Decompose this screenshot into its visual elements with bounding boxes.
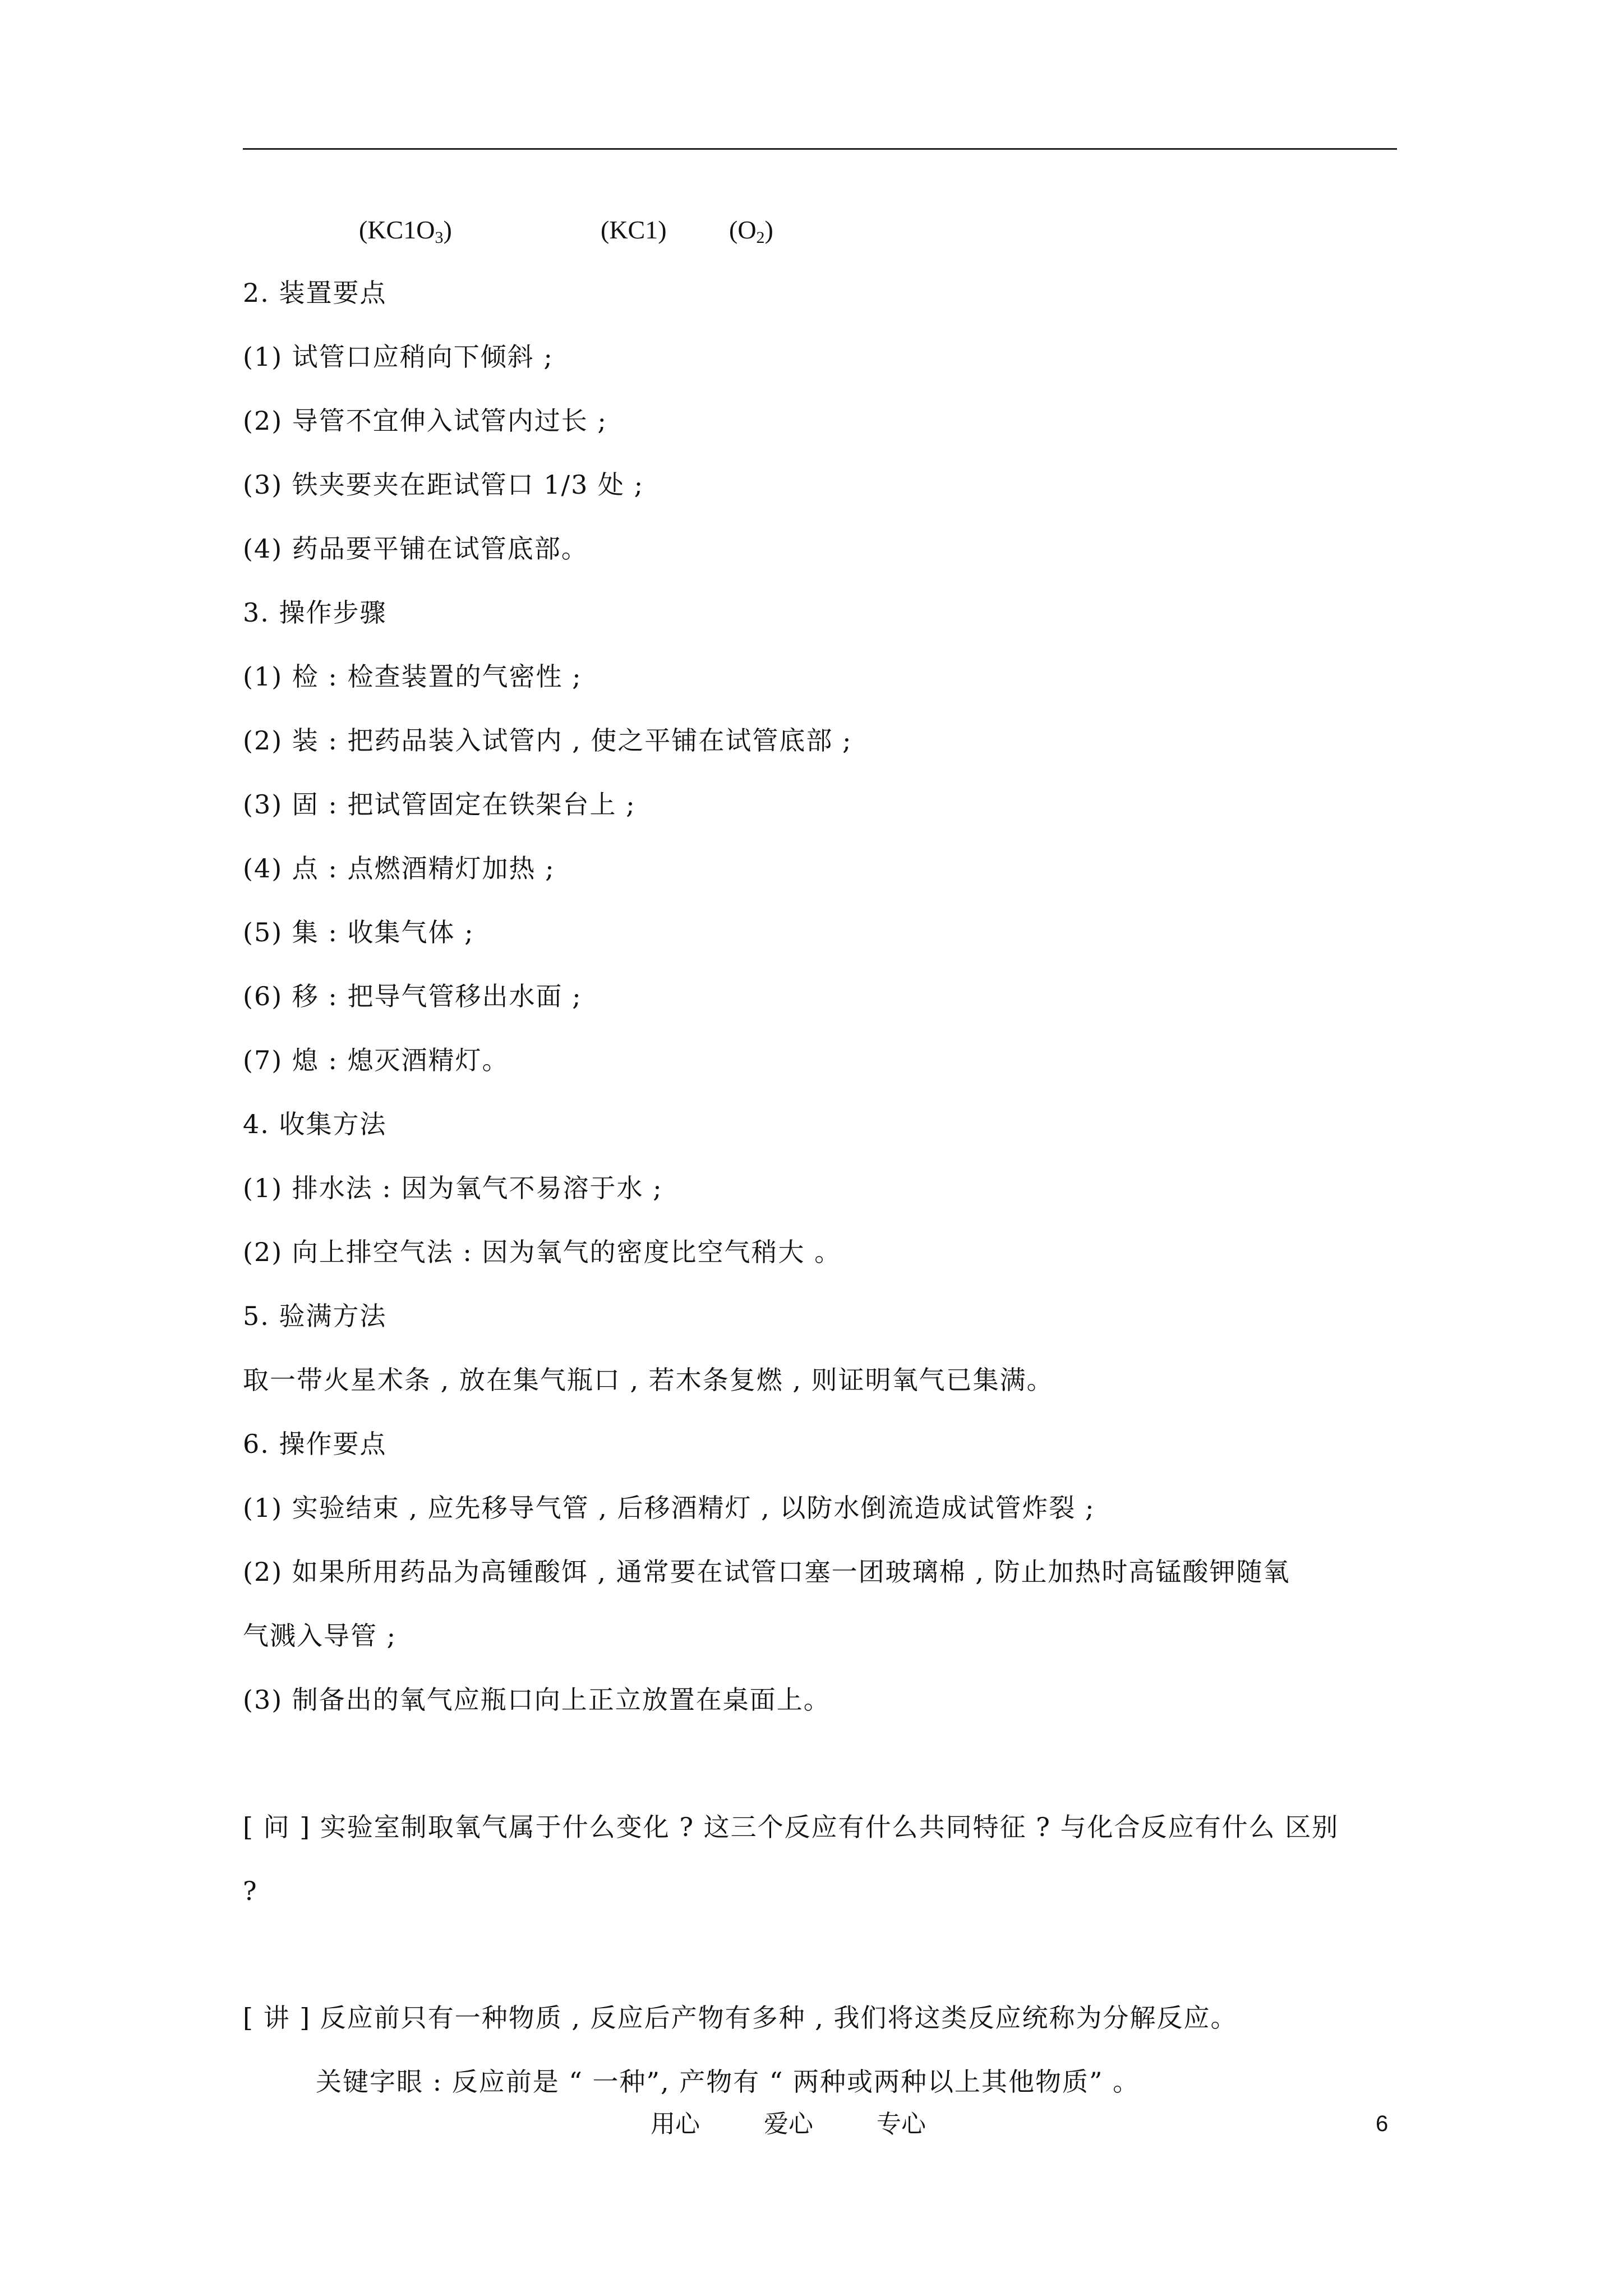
list-item: (2) 向上排空气法 : 因为氧气的密度比空气稍大 。 bbox=[243, 1237, 842, 1267]
list-item: (1) 检 : 检查装置的气密性 ; bbox=[243, 661, 582, 692]
formula-kclo3: $(KC1O_3)$ bbox=[359, 215, 452, 247]
list-item: (4) 点 : 点燃酒精灯加热 ; bbox=[243, 853, 555, 884]
question-paragraph: [ 问 ] 实验室制取氧气属于什么变化 ? 这三个反应有什么共同特征 ? 与化合反应有什么 区别 bbox=[243, 1812, 1339, 1842]
list-item: (5) 集 : 收集气体 ; bbox=[243, 917, 474, 947]
paragraph: 取一带火星术条 , 放在集气瓶口 , 若木条复燃 , 则证明氧气已集满。 bbox=[243, 1365, 1054, 1395]
footer-word: 爱心 bbox=[764, 2110, 813, 2138]
list-item: (7) 熄 : 熄灭酒精灯。 bbox=[243, 1045, 509, 1075]
list-item: (3) 制备出的氧气应瓶口向上正立放置在桌面上。 bbox=[243, 1685, 831, 1715]
keyword-note: 关键字眼 : 反应前是 “ 一种”, 产物有 “ 两种或两种以上其他物质” 。 bbox=[316, 2067, 1140, 2097]
footer-word: 用心 bbox=[651, 2110, 700, 2138]
list-item: (1) 实验结束 , 应先移导气管 , 后移酒精灯 , 以防水倒流造成试管炸裂 ; bbox=[243, 1493, 1095, 1523]
list-item: (1) 试管口应稍向下倾斜 ; bbox=[243, 342, 554, 372]
list-item: (2) 如果所用药品为高锺酸饵 , 通常要在试管口塞一团玻璃棉 , 防止加热时高锰酸钾随氧 bbox=[243, 1557, 1290, 1587]
formula-o2: $(O_2)$ bbox=[729, 215, 773, 247]
list-item: (1) 排水法 : 因为氧气不易溶于水 ; bbox=[243, 1173, 663, 1203]
heading-operation-points: 6. 操作要点 bbox=[243, 1429, 387, 1459]
list-item: (3) 铁夹要夹在距试管口 1/3 处 ; bbox=[243, 470, 644, 500]
list-item: (2) 导管不宜伸入试管内过长 ; bbox=[243, 406, 607, 436]
list-item-continuation: 气溅入导管 ; bbox=[243, 1621, 397, 1651]
heading-apparatus-points: 2. 装置要点 bbox=[243, 278, 387, 308]
list-item: (6) 移 : 把导气管移出水面 ; bbox=[243, 981, 582, 1011]
heading-full-check: 5. 验满方法 bbox=[243, 1301, 387, 1331]
formula-kcl: (KC1) bbox=[601, 215, 667, 244]
list-item: (4) 药品要平铺在试管底部。 bbox=[243, 533, 588, 564]
header-rule bbox=[243, 148, 1397, 150]
list-item: (3) 固 : 把试管固定在铁架台上 ; bbox=[243, 789, 636, 820]
lecture-paragraph: [ 讲 ] 反应前只有一种物质 , 反应后产物有多种 , 我们将这类反应统称为分解反应。 bbox=[243, 2003, 1238, 2033]
list-item: (2) 装 : 把药品装入试管内 , 使之平铺在试管底部 ; bbox=[243, 725, 852, 756]
question-paragraph-continuation: ? bbox=[243, 1876, 258, 1906]
heading-operation-steps: 3. 操作步骤 bbox=[243, 597, 387, 628]
page-number: 6 bbox=[1376, 2111, 1389, 2136]
footer-word: 专心 bbox=[877, 2110, 926, 2138]
heading-collection-methods: 4. 收集方法 bbox=[243, 1109, 387, 1139]
